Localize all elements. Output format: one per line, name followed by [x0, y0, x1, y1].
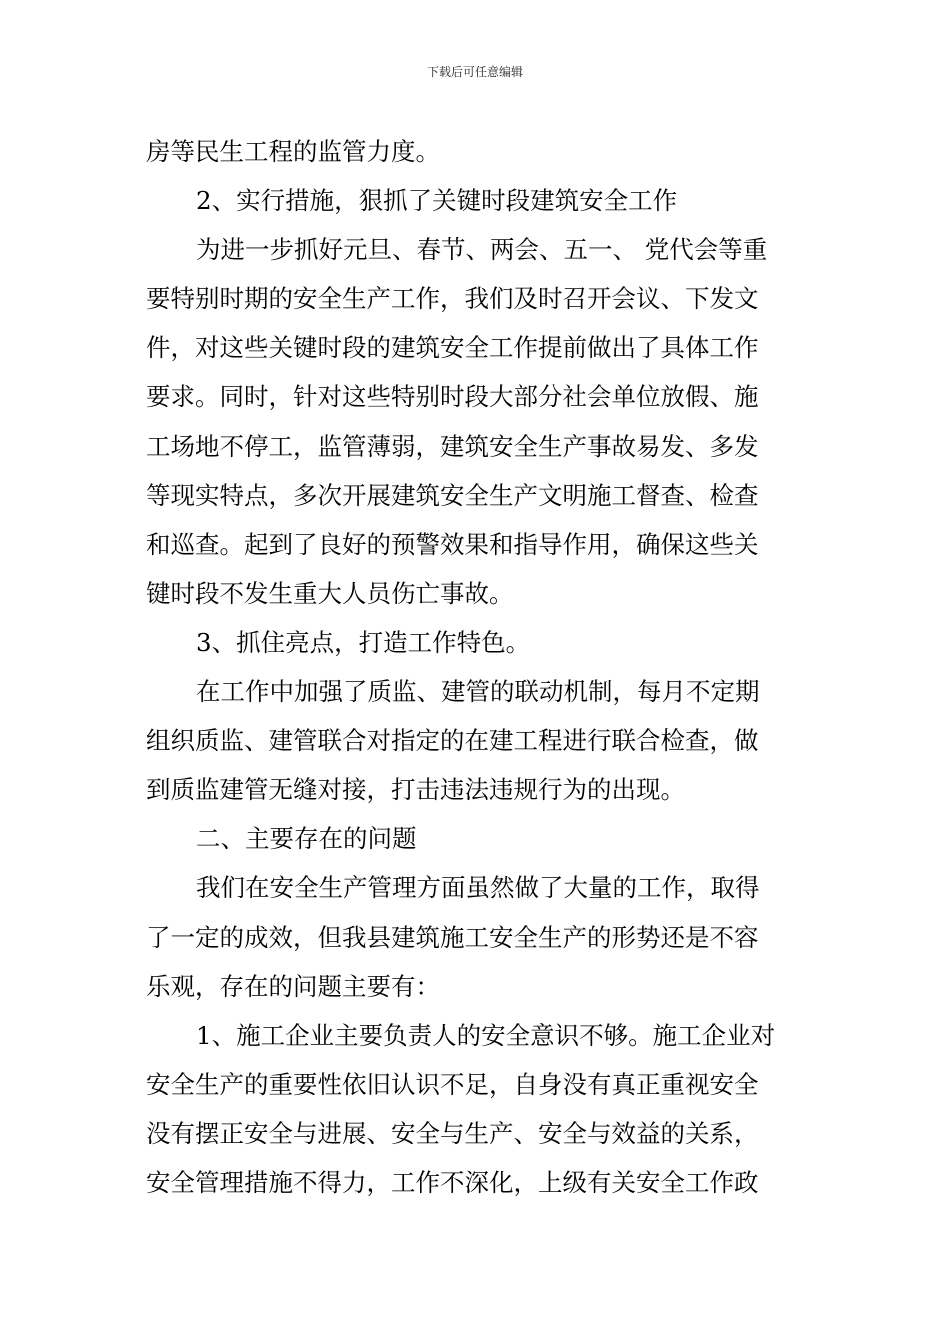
text-line: 工场地不停工，监管薄弱，建筑安全生产事故易发、多发 [146, 431, 759, 461]
text-line: 安全管理措施不得力，工作不深化，上级有关安全工作政 [146, 1167, 759, 1197]
text-line: 我们在安全生产管理方面虽然做了大量的工作，取得 [196, 873, 760, 903]
section-heading: 3、抓住亮点，打造工作特色。 [196, 627, 531, 657]
text-line: 到质监建管无缝对接，打击违法违规行为的出现。 [146, 775, 685, 805]
text-line: 要求。同时，针对这些特别时段大部分社会单位放假、施 [146, 382, 759, 412]
page-header-note: 下载后可任意编辑 [426, 65, 523, 79]
text-line: 要特别时期的安全生产工作，我们及时召开会议、下发文 [146, 284, 759, 314]
text-line: 安全生产的重要性依旧认识不足，自身没有真正重视安全 [146, 1069, 759, 1099]
text-line: 组织质监、建管联合对指定的在建工程进行联合检查，做 [146, 726, 759, 756]
text-line: 等现实特点，多次开展建筑安全生产文明施工督查、检查 [146, 480, 759, 510]
text-line: 房等民生工程的监管力度。 [146, 137, 440, 166]
text-line: 为进一步抓好元旦、春节、两会、五一、 党代会等重 [196, 235, 768, 265]
document-body [146, 127, 808, 1207]
text-line: 乐观，存在的问题主要有： [146, 971, 440, 1001]
text-line: 和巡查。起到了良好的预警效果和指导作用，确保这些关 [146, 529, 759, 559]
section-heading: 二、主要存在的问题 [196, 824, 417, 854]
text-line: 了一定的成效，但我县建筑施工安全生产的形势还是不容 [146, 922, 759, 952]
text-line: 1、施工企业主要负责人的安全意识不够。施工企业对 [196, 1020, 776, 1050]
text-line: 键时段不发生重大人员伤亡事故。 [146, 578, 514, 608]
text-line: 件，对这些关键时段的建筑安全工作提前做出了具体工作 [146, 333, 759, 363]
section-heading: 2、实行措施，狠抓了关键时段建筑安全工作 [196, 186, 678, 216]
text-line: 在工作中加强了质监、建管的联动机制，每月不定期 [196, 677, 760, 707]
text-line: 没有摆正安全与进展、安全与生产、安全与效益的关系， [146, 1118, 759, 1148]
